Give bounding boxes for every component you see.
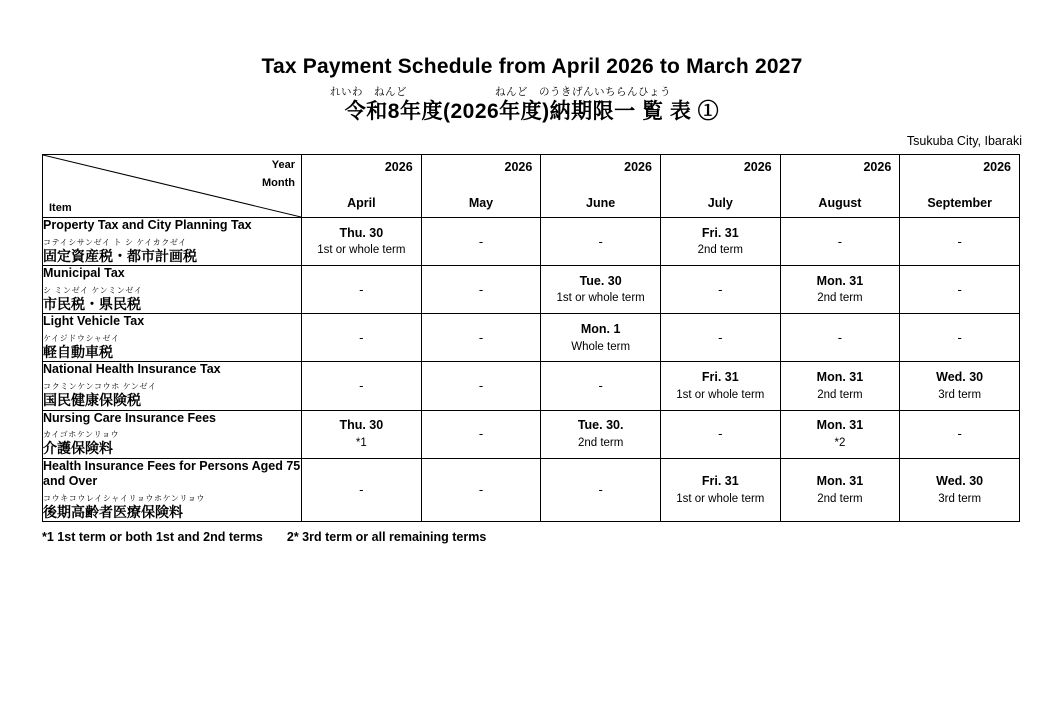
cell-value	[541, 362, 661, 410]
footnote-2: 2* 3rd term or all remaining terms	[286, 530, 487, 545]
item-name-jp: 介護保険料	[43, 440, 113, 457]
column-header-april	[302, 155, 422, 218]
cell-dash: -	[598, 378, 603, 394]
column-year: 2026	[504, 160, 533, 174]
document-page	[0, 55, 1064, 726]
cell-value	[900, 458, 1020, 522]
cell-dash: -	[478, 378, 484, 394]
cell-date: Thu. 30	[339, 225, 384, 240]
cell-dash: -	[478, 233, 484, 249]
furigana-1: れいわ ねんど	[330, 86, 407, 98]
cell-dash: -	[598, 482, 603, 498]
cell-dash: -	[718, 330, 723, 346]
cell-value	[541, 314, 661, 362]
cell-value	[302, 458, 422, 522]
column-month: May	[468, 196, 494, 210]
table-row	[43, 410, 1020, 458]
cell-date: Fri. 31	[701, 369, 739, 384]
cell-dash: -	[478, 330, 484, 346]
column-header-may	[421, 155, 541, 218]
cell-value	[660, 314, 780, 362]
cell-value	[302, 362, 422, 410]
cell-value	[541, 458, 661, 522]
cell-note: 3rd term	[938, 492, 982, 505]
cell-dash: -	[359, 330, 364, 346]
cell-date: Wed. 30	[936, 369, 984, 384]
column-header-june	[541, 155, 661, 218]
cell-note: 3rd term	[938, 388, 982, 401]
cell-note: 1st or whole term	[676, 388, 765, 401]
cell-note: *2	[834, 436, 846, 449]
cell-value	[780, 458, 900, 522]
item-name-en: Nursing Care Insurance Fees	[43, 410, 216, 425]
cell-value	[900, 314, 1020, 362]
cell-dash: -	[957, 330, 962, 346]
cell-note: 2nd term	[817, 388, 863, 401]
cell-dash: -	[478, 482, 484, 498]
cell-date: Thu. 30	[339, 418, 384, 433]
table-row	[43, 218, 1020, 266]
cell-date: Mon. 1	[580, 321, 621, 336]
row-item-property-tax	[43, 218, 302, 266]
cell-dash: -	[359, 482, 364, 498]
cell-date: Mon. 31	[816, 273, 864, 288]
footnote-1: *1 1st term or both 1st and 2nd terms	[42, 530, 263, 545]
table-row	[43, 458, 1020, 522]
item-name-jp: 国民健康保険税	[43, 392, 141, 408]
cell-dash: -	[359, 281, 364, 297]
cell-value	[780, 314, 900, 362]
item-name-kana: シ ミンゼイ ケンミンゼイ	[43, 285, 143, 295]
cell-dash: -	[478, 426, 484, 442]
item-name-jp: 固定資産税・都市計画税	[43, 247, 197, 264]
cell-date: Mon. 31	[816, 474, 864, 488]
cell-value	[900, 266, 1020, 314]
footnotes	[42, 530, 1064, 544]
item-name-kana: コウキコウレイシャイリョウホケンリョウ	[43, 493, 205, 503]
cell-value	[541, 266, 661, 314]
column-month: August	[818, 196, 862, 210]
cell-value	[421, 362, 541, 410]
column-year: 2026	[743, 160, 772, 174]
item-name-en: Health Insurance Fees for Persons Aged 75 and Over	[43, 458, 301, 489]
item-name-kana: コテイシサンゼイ ト シ ケイカクゼイ	[43, 237, 187, 247]
japanese-title-block	[0, 87, 1064, 122]
cell-value	[900, 362, 1020, 410]
item-name-en: National Health Insurance Tax	[43, 362, 221, 377]
cell-note: 1st or whole term	[676, 492, 765, 505]
cell-note: 2nd term	[817, 292, 863, 305]
column-header-august	[780, 155, 900, 218]
cell-date: Tue. 30	[579, 273, 622, 288]
cell-note: 1st or whole term	[317, 244, 406, 257]
table-row	[43, 362, 1020, 410]
cell-value	[780, 362, 900, 410]
item-name-kana: カイゴホケンリョウ	[43, 430, 120, 440]
cell-value	[421, 266, 541, 314]
table-row	[43, 266, 1020, 314]
cell-value	[660, 266, 780, 314]
cell-dash: -	[359, 378, 364, 394]
column-month: September	[927, 196, 992, 210]
cell-date: Tue. 30.	[577, 418, 624, 433]
cell-date: Mon. 31	[816, 418, 864, 433]
cell-dash: -	[598, 233, 603, 249]
cell-value	[302, 266, 422, 314]
cell-value	[421, 314, 541, 362]
item-name-en: Light Vehicle Tax	[43, 314, 145, 329]
cell-value	[421, 458, 541, 522]
cell-value	[900, 218, 1020, 266]
cell-dash: -	[957, 426, 962, 442]
cell-date: Wed. 30	[936, 474, 984, 488]
cell-value	[302, 314, 422, 362]
cell-note: *1	[355, 436, 367, 449]
column-year: 2026	[384, 160, 413, 174]
cell-dash: -	[837, 233, 843, 249]
cell-value	[302, 410, 422, 458]
furigana-line	[0, 87, 1064, 100]
cell-dash: -	[718, 281, 723, 297]
cell-value	[660, 410, 780, 458]
cell-value	[421, 410, 541, 458]
item-name-kana: コクミンケンコウホ ケンゼイ	[43, 382, 157, 391]
item-name-kana: ケイジドウシャゼイ	[43, 333, 120, 343]
row-item-health-insurance-75-and-over	[43, 458, 302, 522]
row-item-municipal-tax	[43, 266, 302, 314]
cell-value	[541, 218, 661, 266]
column-year: 2026	[624, 160, 652, 174]
cell-date: Mon. 31	[816, 369, 864, 384]
header-item-label: Item	[49, 202, 72, 214]
item-name-en: Property Tax and City Planning Tax	[43, 218, 252, 232]
table-header-row	[43, 155, 1020, 218]
row-item-nursing-care-insurance-fees	[43, 410, 302, 458]
cell-value	[660, 458, 780, 522]
cell-value	[780, 218, 900, 266]
table-row	[43, 314, 1020, 362]
cell-note: 2nd term	[697, 244, 743, 257]
cell-date: Fri. 31	[701, 474, 739, 488]
header-month-label: Month	[262, 177, 295, 189]
cell-dash: -	[718, 426, 723, 442]
cell-note: Whole term	[571, 340, 631, 353]
cell-value	[302, 218, 422, 266]
row-item-national-health-insurance-tax	[43, 362, 302, 410]
cell-note: 1st or whole term	[556, 292, 645, 305]
cell-value	[660, 362, 780, 410]
column-month: June	[586, 196, 616, 210]
column-month: July	[707, 196, 733, 210]
cell-value	[660, 218, 780, 266]
item-name-jp: 市民税・県民税	[43, 295, 141, 312]
header-year-label: Year	[271, 159, 295, 171]
row-item-light-vehicle-tax	[43, 314, 302, 362]
cell-date: Fri. 31	[701, 225, 739, 240]
column-month: April	[347, 196, 376, 210]
header-corner-cell	[43, 155, 302, 218]
cell-note: 2nd term	[817, 492, 863, 505]
cell-dash: -	[837, 330, 843, 346]
city-label: Tsukuba City, Ibaraki	[906, 134, 1022, 148]
cell-dash: -	[957, 281, 962, 297]
furigana-2: ねんど のうきげんいちらんひょう	[495, 86, 671, 98]
cell-value	[541, 410, 661, 458]
cell-dash: -	[957, 233, 962, 249]
cell-value	[900, 410, 1020, 458]
cell-value	[780, 410, 900, 458]
item-name-en: Municipal Tax	[43, 266, 125, 281]
column-year: 2026	[983, 160, 1011, 174]
item-name-jp: 後期高齢者医療保険料	[43, 503, 183, 520]
page-title: Tax Payment Schedule from April 2026 to March 2027	[261, 55, 803, 78]
column-header-july	[660, 155, 780, 218]
tax-schedule-table	[42, 154, 1020, 522]
cell-value	[421, 218, 541, 266]
page-title-japanese: 令和8年度(2026年度)納期限一 覧 表 ①	[344, 100, 720, 123]
item-name-jp: 軽自動車税	[43, 343, 113, 360]
cell-value	[780, 266, 900, 314]
column-header-september	[900, 155, 1020, 218]
cell-note: 2nd term	[577, 436, 624, 449]
column-year: 2026	[863, 160, 892, 174]
cell-dash: -	[478, 281, 484, 297]
